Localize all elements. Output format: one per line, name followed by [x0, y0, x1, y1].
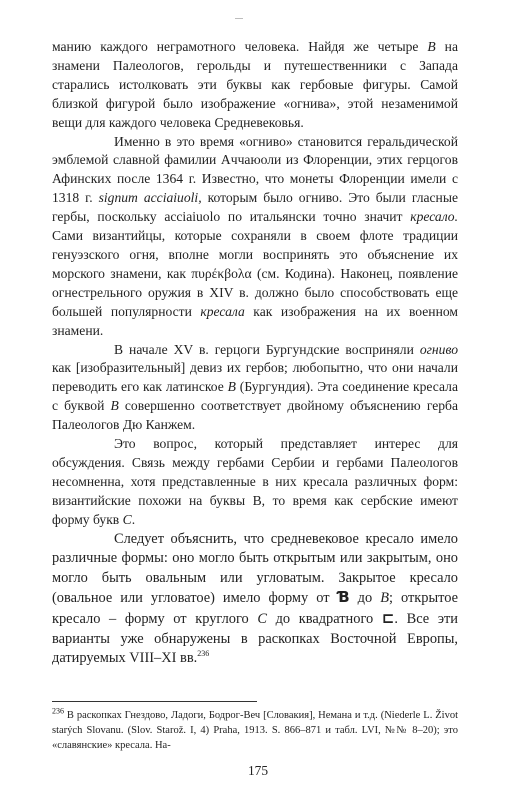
footnote-divider	[52, 701, 257, 702]
paragraph-5: Следует объяснить, что средневековое кресало имело различные формы: оно могло быть открытым или закрытым, оно могло быть овальным или угловатым. Закрытое кресало (овальное или угловатое) имело форму от Ɓ до B; открытое кресало – форму от круглого C до квадратного ⊏. Все эти варианты уже обнаружены в раскопках Восточной Европы, датируемых VIII–XI вв.$^{236}$	[52, 530, 458, 667]
paragraph-2: Именно в это время «огниво» становится геральдической эмблемой славной фамилии Аччаюоли из Флоренции, этих герцогов Афинских после 1364 г. Известно, что монеты Флоренции имели с 1318 г. signum acciaiuoli, которым было огниво. Это были гласные гербы, поскольку acciaiuolo по итальянски точно значит кресало. Сами византийцы, которые сохраняли в своем флоте традиции генуэзского огня, вполне могли воспринять это объяснение их морского знамени, как πυρέκβολα (см. Кодина). Наконец, появление огнестрельного оружия в XIV в. должно было способствовать еще большей популярности кресала как изображения на их военном знамени.	[52, 133, 458, 338]
closed-oval-flint-glyph: Ɓ	[337, 588, 350, 607]
paragraph-3: В начале XV в. герцоги Бургундские восприняли огниво как [изобразительный] девиз их гербов; любопытно, что они начали переводить его как латинское B (Бургундия). Эта соединение кресала с буквой B совершенно соответствует двойному объяснению герба Палеологов Дю Канжем.	[52, 341, 458, 433]
footnote-number: 236	[52, 706, 64, 716]
footnote-reference: 236	[197, 649, 210, 659]
body-text	[52, 38, 458, 669]
paragraph-4: Это вопрос, который представляет интерес для обсуждения. Связь между гербами Сербии и гербами Палеологов несомненна, хотя представленные в них кресала различных форм: византийские похожи на буквы B, то время как сербские имеют форму букв C.	[52, 436, 458, 527]
paragraph-1: манию каждого неграмотного человека. Найдя же четыре B на знамени Палеологов, герольды и путешественники с Запада старались истолковать эти буквы как гербовые фигуры. Самой близкой фигурой было изображение «огнива», этой незаменимой вещи для каждого человека Средневековья.	[52, 39, 458, 130]
open-square-flint-glyph: ⊏	[381, 608, 395, 627]
page-number: 175	[247, 763, 269, 778]
footnote	[52, 708, 458, 754]
footnote-text: В раскопках Гнездово, Ладоги, Бодрог-Веч [Словакия], Немана и т.д. (Niederle L. Život starých Slovanu. (Slov. Starož. I, 4) Praha, 1913. S. 866–871 и табл. LVI, №№ 8–20); это «славянские» кресала. На-	[52, 710, 458, 752]
scan-mark	[235, 18, 243, 19]
